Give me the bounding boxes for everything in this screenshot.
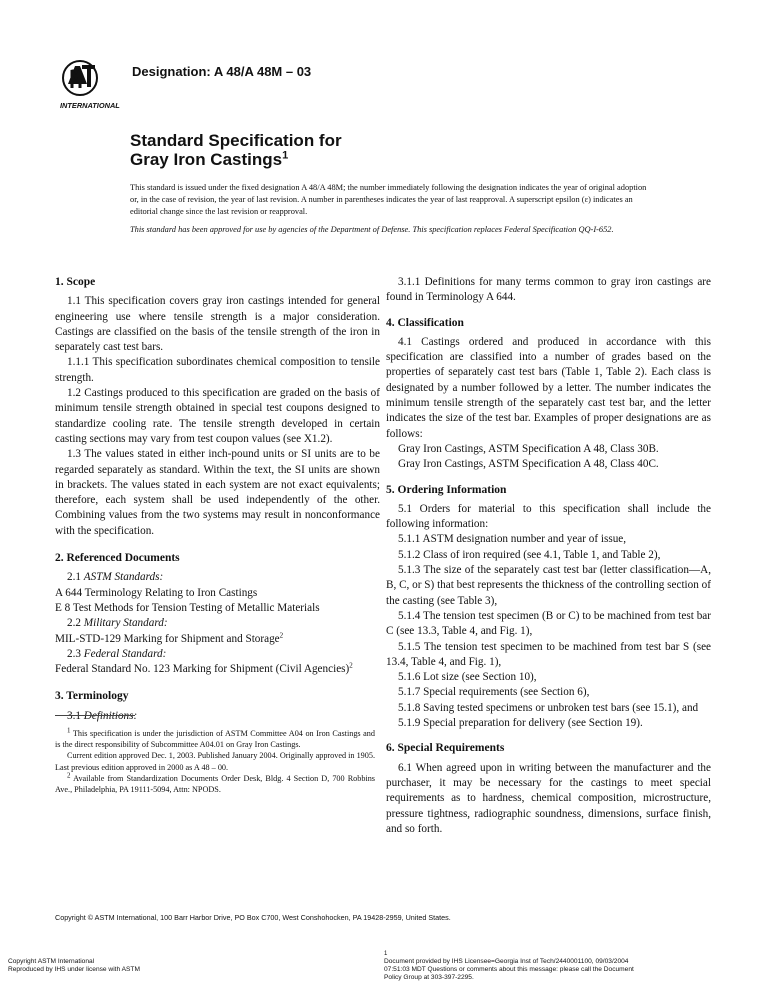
para-5-1-9: 5.1.9 Special preparation for delivery (see Section 19).	[398, 717, 643, 730]
section-heading-special-requirements: 6. Special Requirements	[386, 742, 505, 755]
para-1-2: 1.2 Castings produced to this specification are graded on the basis of minimum tensile strength obtained in special test coupons designed to standardize cooling rate. The tensile strength developed in certain casting sections may vary from test coupon values (see X1.2).	[55, 387, 380, 445]
intro-paragraph-1: This standard is issued under the fixed designation A 48/A 48M; the number immediately following the designation indicates the year of original adoption or, in the case of revision, the year of last revision. A number in parentheses indicates the year of last reapproval. A superscript epsilon (ε) indicates an editorial change since the last revision or reapproval.	[130, 183, 647, 216]
para-3-1	[55, 709, 380, 724]
ref-mil-std	[55, 632, 380, 647]
intro-notes	[130, 182, 650, 242]
footer-right-line-3: Policy Group at 303-397-2295.	[384, 974, 474, 981]
title-line-2	[130, 150, 342, 169]
example-designation-2: Gray Iron Castings, ASTM Specification A 48, Class 40C.	[398, 458, 659, 471]
para-5-1-7: 5.1.7 Special requirements (see Section 6),	[398, 686, 590, 699]
para-5-1-5: 5.1.5 The tension test specimen to be machined from test bar S (see 13.4, Table 4, and Fig. 1),	[386, 640, 711, 668]
title-footnote-mark: 1	[282, 149, 289, 162]
para-3-1-number: 3.1	[67, 709, 81, 722]
para-5-1: 5.1 Orders for material to this specification shall include the following information:	[386, 502, 711, 531]
para-4-1: 4.1 Castings ordered and produced in accordance with this specification are classified into a number of grades based on the properties of separately cast test bars (Table 1, Table 2). Each class is designated by a number followed by a letter. The number indicates the minimum tensile strength of the separately cast test bar, and the letter indicates the size of the test bar. Examples of proper designations are as follows:	[386, 335, 711, 440]
copyright-line: Copyright © ASTM International, 100 Barr Harbor Drive, PO Box C700, West Conshohocken, PA 19428-2959, United States.	[55, 913, 451, 922]
astm-logo	[58, 58, 122, 110]
para-2-2-number: 2.2	[67, 617, 81, 630]
footer-right-line-1: Document provided by IHS Licensee=Georgia Inst of Tech/2440001100, 09/03/2004	[384, 958, 629, 965]
para-2-3-title: Federal Standard:	[83, 647, 167, 660]
section-heading-classification: 4. Classification	[386, 316, 464, 329]
designation: Designation: A 48/A 48M – 03	[132, 64, 312, 79]
para-5-1-6: 5.1.6 Lot size (see Section 10),	[398, 671, 537, 684]
footer-left-line-2: Reproduced by IHS under license with ASTM	[8, 966, 140, 973]
para-2-3	[55, 647, 380, 662]
section-heading-referenced-documents: 2. Referenced Documents	[55, 552, 180, 565]
title-line-1: Standard Specification for	[130, 131, 342, 150]
footnote-divider	[55, 715, 135, 716]
footnote-2-text: Available from Standardization Documents Order Desk, Bldg. 4 Section D, 700 Robbins Ave., Philadelphia, PA 19111-5094, Attn: NPODS.	[55, 773, 375, 795]
para-2-2-title: Military Standard:	[83, 617, 168, 630]
section-heading-terminology: 3. Terminology	[55, 690, 129, 703]
ref-a644: A 644 Terminology Relating to Iron Castings	[55, 586, 258, 599]
page-number: 1	[384, 951, 388, 957]
para-2-1-title: ASTM Standards:	[83, 571, 164, 584]
right-column	[386, 275, 711, 837]
footnote-2-mark: 2	[67, 771, 71, 780]
logo-subtext: INTERNATIONAL	[60, 101, 120, 110]
section-heading-ordering-information: 5. Ordering Information	[386, 483, 507, 496]
para-3-1-1: 3.1.1 Definitions for many terms common to gray iron castings are found in Terminology A 644.	[386, 276, 711, 304]
ref-mil-std-footnote: 2	[279, 630, 284, 639]
ref-fed-std-text: Federal Standard No. 123 Marking for Shipment (Civil Agencies)	[55, 663, 350, 676]
footnote-1	[55, 728, 375, 750]
ref-fed-std-footnote: 2	[349, 661, 353, 670]
para-6-1: 6.1 When agreed upon in writing between the manufacturer and the purchaser, it may be necessary for the castings to meet special requirements as to hardness, chemical composition, microstructure, pressure tightness, radiographic soundness, dimensions, surface finish, and so forth.	[386, 761, 711, 835]
footer-right-line-2: 07:51:03 MDT Questions or comments about this message: please call the Document	[384, 966, 634, 973]
footnote-1b: Current edition approved Dec. 1, 2003. Published January 2004. Originally approved in 1905. Last previous edition approved in 2000 as A 48 – 00.	[55, 751, 375, 772]
ref-fed-std	[55, 662, 380, 677]
ref-e8: E 8 Test Methods for Tension Testing of Metallic Materials	[55, 601, 320, 614]
para-5-1-3: 5.1.3 The size of the separately cast test bar (letter classification—A, B, C, or S) that best represents the thickness of the controlling section of the casting (see Table 3),	[386, 564, 711, 607]
footnote-1-mark: 1	[67, 726, 71, 735]
left-column	[55, 275, 380, 724]
para-2-1	[55, 570, 380, 585]
example-designation-1: Gray Iron Castings, ASTM Specification A 48, Class 30B.	[398, 442, 659, 455]
title-main: Gray Iron Castings	[130, 150, 283, 169]
page-title	[130, 131, 342, 169]
para-1-1-1: 1.1.1 This specification subordinates chemical composition to tensile strength.	[55, 356, 380, 384]
para-2-1-number: 2.1	[67, 571, 81, 584]
footer-left-line-1: Copyright ASTM International	[8, 958, 95, 965]
footer-left	[8, 958, 140, 974]
footnotes	[55, 728, 375, 795]
footnote-2	[55, 773, 375, 795]
footnote-1-text: This specification is under the jurisdiction of ASTM Committee A04 on Iron Castings and is the direct responsibility of Subcommittee A04.01 on Gray Iron Castings.	[55, 729, 375, 750]
section-heading-scope: 1. Scope	[55, 276, 96, 288]
para-5-1-1: 5.1.1 ASTM designation number and year of issue,	[398, 533, 627, 546]
para-1-3: 1.3 The values stated in either inch-pound units or SI units are to be regarded separately as standard. Within the text, the SI units are shown in brackets. The values stated in each system are not exact equivalents; therefore, each system shall be used independently of the other. Combining values from the two systems may result in nonconformance with the specification.	[55, 448, 380, 537]
para-5-1-8: 5.1.8 Saving tested specimens or unbroken test bars (see 15.1), and	[398, 701, 699, 714]
intro-paragraph-2: This standard has been approved for use by agencies of the Department of Defense. This specification replaces Federal Specification QQ-I-652.	[130, 225, 614, 234]
para-5-1-4: 5.1.4 The tension test specimen (B or C) to be machined from test bar C (see 13.3, Table 4, and Fig. 1),	[386, 609, 711, 638]
ref-mil-std-text: MIL-STD-129 Marking for Shipment and Storage	[55, 632, 280, 645]
para-3-1-title: Definitions:	[83, 709, 138, 722]
para-5-1-2: 5.1.2 Class of iron required (see 4.1, Table 1, and Table 2),	[398, 548, 661, 561]
para-2-3-number: 2.3	[67, 647, 81, 660]
footer-right	[384, 958, 654, 982]
para-1-1: 1.1 This specification covers gray iron castings intended for general engineering use where tensile strength is a major consideration. Castings are classified on the basis of the tensile strength of the iron in separately cast test bars.	[55, 295, 380, 354]
para-2-2	[55, 616, 380, 631]
